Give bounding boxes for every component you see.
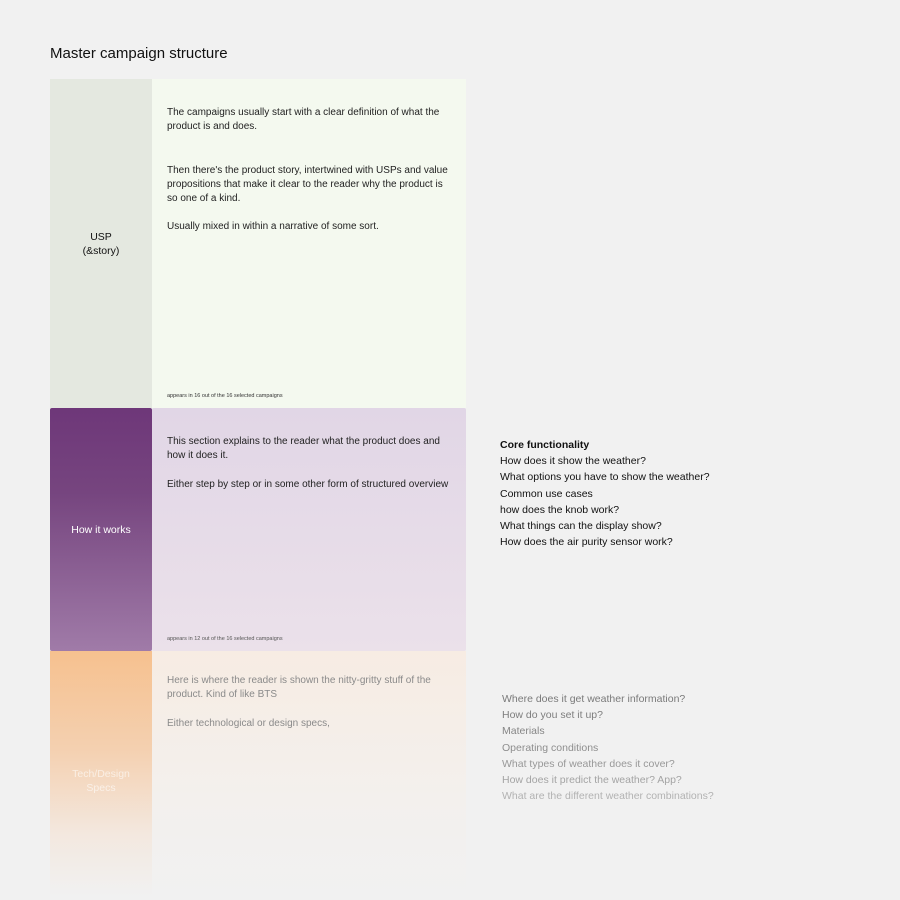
usp-footnote: appears in 16 out of the 16 selected campaigns [167,393,283,399]
how-it-works-content-cell [152,408,466,651]
list-item: What are the different weather combinations? [502,790,714,803]
how-footnote: appears in 12 out of the 16 selected campaigns [167,636,283,642]
tech-design-label-cell [50,651,152,896]
list-item: Operating conditions [502,741,599,754]
usp-label-line1: USP [90,230,112,243]
list-item: What types of weather does it cover? [502,757,675,770]
page-title: Master campaign structure [50,45,228,62]
list-item: What options you have to show the weather? [500,471,710,484]
tech-label-line1: Tech/Design [72,767,130,780]
how-it-works-questions [500,437,710,550]
usp-content-cell [152,79,466,408]
list-item: how does the knob work? [500,503,620,516]
list-item: How do you set it up? [502,709,603,722]
usp-label-line2: (&story) [82,244,120,257]
usp-paragraph-3: Usually mixed in within a narrative of some sort. [167,221,379,233]
how-paragraph-2: Either step by step or in some other form of structured overview [167,478,449,490]
tech-label-line2: Specs [86,781,116,794]
list-item: How does it predict the weather? App? [502,774,682,787]
tech-design-questions [502,691,714,804]
usp-paragraph-2: Then there's the product story, intertwined with USPs and value propositions that make it clear to the reader why the product is so one of a kind. [167,164,448,205]
list-item: Common use cases [500,487,593,500]
usp-paragraph-1: The campaigns usually start with a clear definition of what the product is and does. [167,107,440,133]
list-item: Materials [502,725,545,738]
how-paragraph-1: This section explains to the reader what the product does and how it does it. [167,436,440,462]
list-item: Where does it get weather information? [502,693,686,705]
tech-design-content-cell [152,651,466,896]
list-item: How does it show the weather? [500,455,646,468]
list-item: What things can the display show? [500,520,662,533]
how-it-works-label-cell [50,408,152,651]
tech-paragraph-1: Here is where the reader is shown the nitty-gritty stuff of the product. Kind of like BTS [167,675,431,701]
usp-label-cell [50,79,152,408]
list-item: How does the air purity sensor work? [500,536,673,549]
tech-paragraph-2: Either technological or design specs, [167,717,330,729]
how-it-works-label: How it works [71,523,131,536]
list-item: Core functionality [500,439,590,451]
